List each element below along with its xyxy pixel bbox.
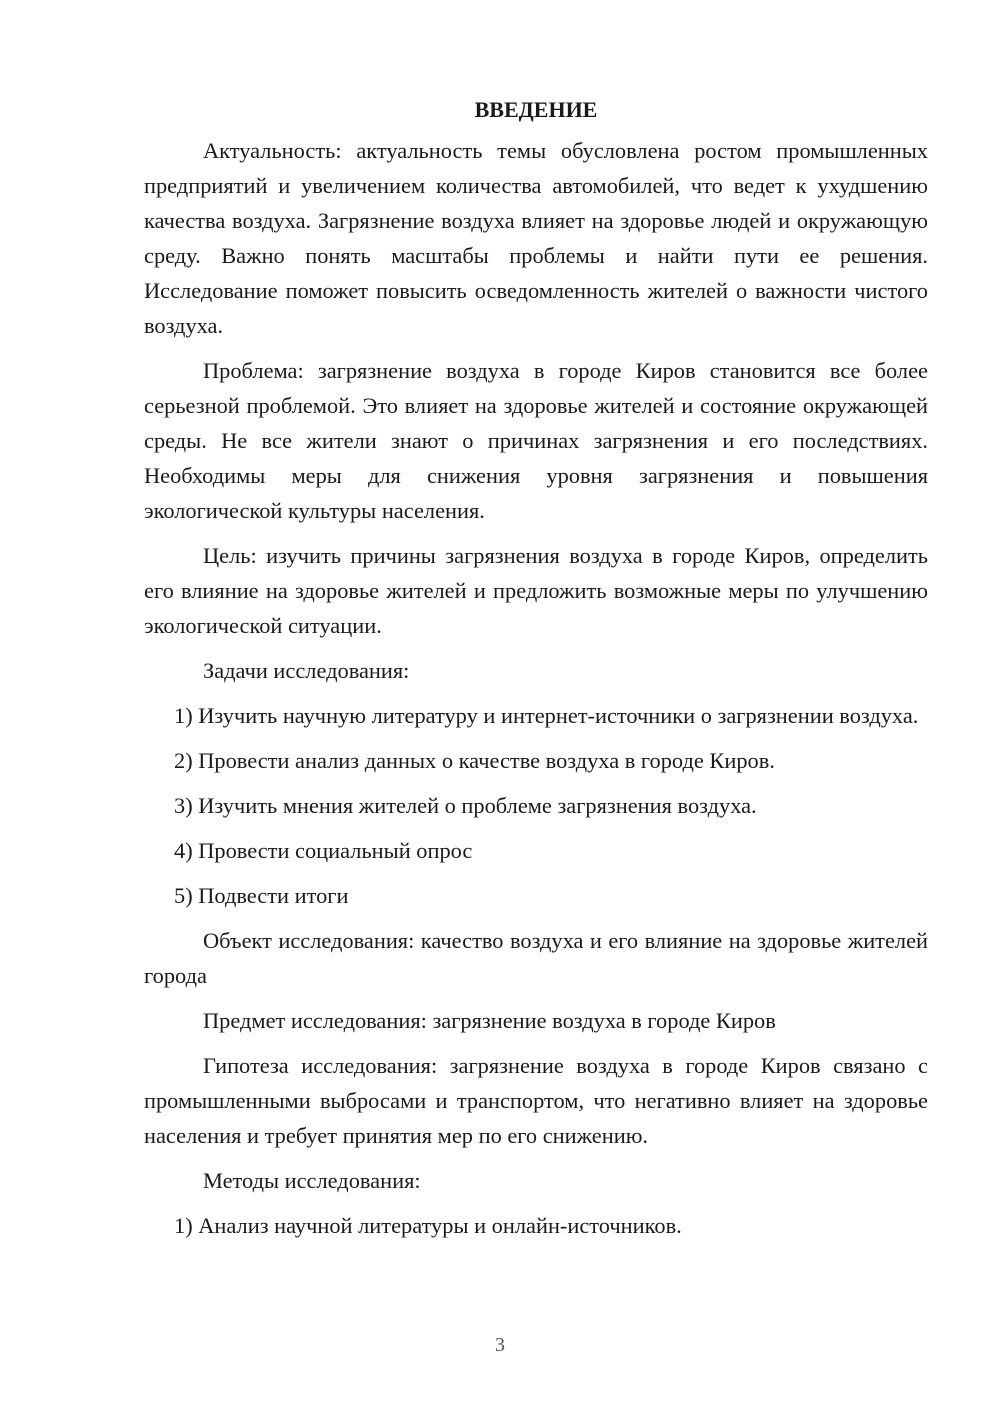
method-item: 1) Анализ научной литературы и онлайн-источников.	[174, 1213, 682, 1238]
page-content	[144, 92, 928, 1253]
task-item: 3) Изучить мнения жителей о проблеме загрязнения воздуха.	[174, 793, 757, 818]
section-title: ВВЕДЕНИЕ	[474, 97, 598, 122]
relevance-paragraph: Актуальность: актуальность темы обусловлена ростом промышленных предприятий и увеличением количества автомобилей, что ведет к ухудшению качества воздуха. Загрязнение воздуха влияет на здоровье людей и окружающую среду. Важно понять масштабы проблемы и найти пути ее решения. Исследование поможет повысить осведомленность жителей о важности чистого воздуха.	[144, 138, 928, 338]
methods-heading: Методы исследования:	[203, 1168, 421, 1193]
page-number: 3	[495, 1334, 505, 1356]
subject-paragraph: Предмет исследования: загрязнение воздуха в городе Киров	[203, 1008, 776, 1033]
goal-paragraph: Цель: изучить причины загрязнения воздуха в городе Киров, определить его влияние на здоровье жителей и предложить возможные меры по улучшению экологической ситуации.	[144, 543, 928, 638]
hypothesis-paragraph: Гипотеза исследования: загрязнение воздуха в городе Киров связано с промышленными выбросами и транспортом, что негативно влияет на здоровье населения и требует принятия мер по его снижению.	[144, 1053, 928, 1148]
task-item: 5) Подвести итоги	[174, 883, 349, 908]
problem-paragraph: Проблема: загрязнение воздуха в городе Киров становится все более серьезной проблемой. Это влияет на здоровье жителей и состояние окружающей среды. Не все жители знают о причинах загрязнения и его последствиях. Необходимы меры для снижения уровня загрязнения и повышения экологической культуры населения.	[144, 358, 928, 523]
task-item: 1) Изучить научную литературу и интернет-источники о загрязнении воздуха.	[174, 703, 919, 728]
tasks-heading: Задачи исследования:	[203, 658, 410, 683]
object-paragraph: Объект исследования: качество воздуха и его влияние на здоровье жителей города	[144, 928, 928, 988]
task-item: 2) Провести анализ данных о качестве воздуха в городе Киров.	[174, 748, 775, 773]
task-item: 4) Провести социальный опрос	[174, 838, 473, 863]
